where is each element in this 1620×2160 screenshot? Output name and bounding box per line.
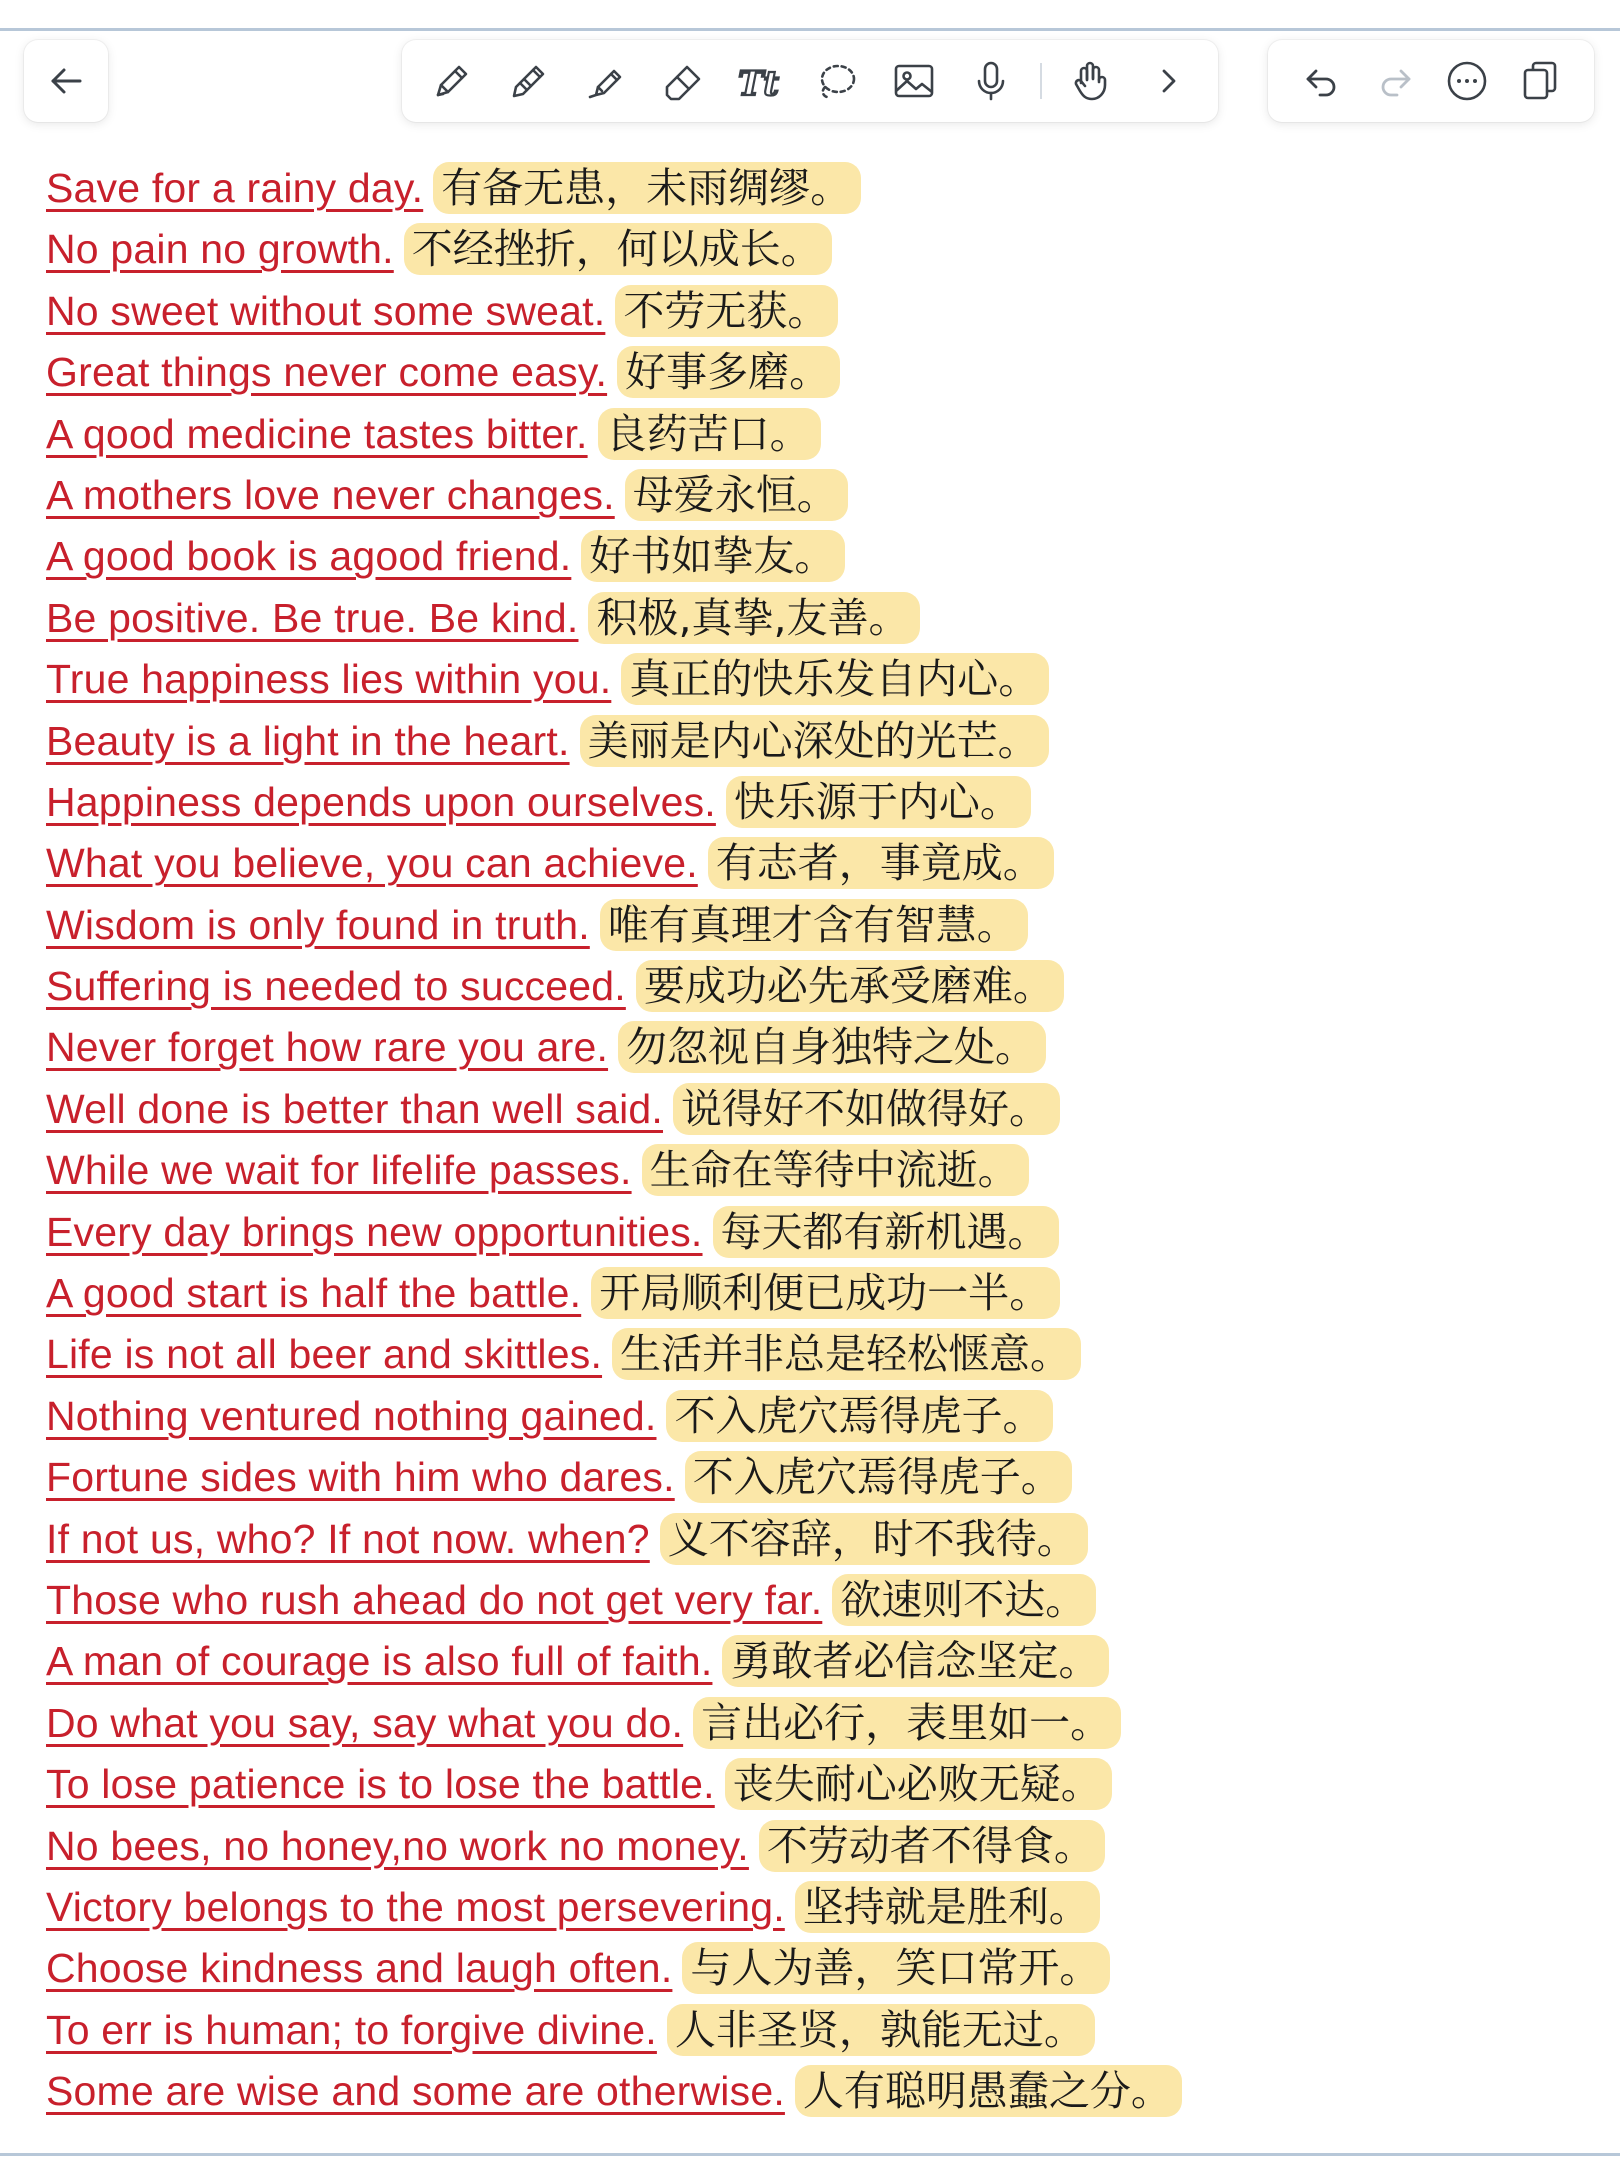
chinese-translation xyxy=(708,837,1054,889)
top-divider xyxy=(0,28,1620,31)
chinese-period: 。 xyxy=(977,1146,1019,1195)
english-phrase: A mothers love never changes. xyxy=(46,471,615,518)
english-phrase: Do what you say, say what you do. xyxy=(46,1699,684,1746)
redo-icon xyxy=(1371,57,1419,105)
note-line xyxy=(46,1877,1586,1938)
chinese-text: 快乐源于内心 xyxy=(733,777,980,826)
document-actions-toolbar xyxy=(1268,40,1594,122)
chinese-period: 。 xyxy=(769,409,811,458)
chinese-text: 有志者，事竟成 xyxy=(715,839,1003,888)
english-phrase: Nothing ventured nothing gained. xyxy=(46,1392,657,1439)
note-content[interactable] xyxy=(46,158,1586,2123)
undo-button[interactable] xyxy=(1294,53,1350,109)
lasso-tool-button[interactable] xyxy=(809,53,865,109)
microphone-icon xyxy=(967,57,1015,105)
image-tool-button[interactable] xyxy=(886,53,942,109)
chinese-period: 。 xyxy=(794,532,836,581)
chinese-translation xyxy=(832,1574,1096,1626)
chinese-text: 积极,真挚,友善 xyxy=(596,593,869,642)
chinese-period: 。 xyxy=(1058,1637,1100,1686)
english-phrase: Great things never come easy. xyxy=(46,349,608,396)
redo-button[interactable] xyxy=(1367,53,1423,109)
chinese-translation xyxy=(660,1513,1088,1565)
chinese-text: 丧失耐心必败无疑 xyxy=(732,1760,1061,1809)
note-line xyxy=(46,219,1586,280)
chinese-period: 。 xyxy=(1048,1882,1090,1931)
eraser-tool-button[interactable] xyxy=(655,53,711,109)
chinese-translation xyxy=(581,530,845,582)
chinese-translation xyxy=(713,1206,1059,1258)
chinese-period: 。 xyxy=(1053,1821,1095,1870)
english-phrase: Victory belongs to the most persevering. xyxy=(46,1883,785,1930)
pen-icon xyxy=(428,57,476,105)
chinese-text: 不劳无获 xyxy=(623,286,788,335)
copy-pages-icon xyxy=(1516,57,1564,105)
chinese-text: 人有聪明愚蠢之分 xyxy=(802,2067,1131,2116)
note-line xyxy=(46,1263,1586,1324)
english-phrase: Never forget how rare you are. xyxy=(46,1024,609,1071)
english-phrase: A qood medicine tastes bitter. xyxy=(46,410,588,457)
pen-tool-button[interactable] xyxy=(424,53,480,109)
english-phrase: Suffering is needed to succeed. xyxy=(46,963,626,1010)
note-line xyxy=(46,956,1586,1017)
english-phrase: Be positive. Be true. Be kind. xyxy=(46,594,579,641)
chinese-period: 。 xyxy=(787,286,829,335)
chinese-text: 不经挫折，何以成长 xyxy=(411,225,781,274)
chinese-translation xyxy=(617,346,840,398)
english-phrase: Happiness depends upon ourselves. xyxy=(46,778,716,825)
text-tool-button[interactable] xyxy=(732,53,788,109)
chinese-text: 好书如挚友 xyxy=(589,532,795,581)
chinese-text: 勇敢者必信念坚定 xyxy=(730,1637,1059,1686)
chinese-translation xyxy=(725,1758,1112,1810)
chinese-text: 不入虎穴焉得虎子 xyxy=(674,1391,1003,1440)
chinese-period: 。 xyxy=(1070,1698,1112,1747)
note-line xyxy=(46,1693,1586,1754)
note-line xyxy=(46,1570,1586,1631)
more-options-button[interactable] xyxy=(1439,53,1495,109)
chinese-text: 不劳动者不得食 xyxy=(766,1821,1054,1870)
chinese-text: 每天都有新机遇 xyxy=(720,1207,1008,1256)
chinese-period: 。 xyxy=(998,655,1040,704)
chinese-translation xyxy=(600,899,1028,951)
chinese-translation xyxy=(722,1635,1109,1687)
chinese-text: 义不容辞，时不我待 xyxy=(667,1514,1037,1563)
chinese-translation xyxy=(615,285,838,337)
chinese-translation xyxy=(621,653,1049,705)
text-icon xyxy=(736,57,784,105)
chinese-text: 坚持就是胜利 xyxy=(802,1882,1049,1931)
note-line xyxy=(46,1816,1586,1877)
chinese-text: 美丽是内心深处的光芒 xyxy=(587,716,998,765)
english-phrase: No bees, no honey,no work no money. xyxy=(46,1822,749,1869)
english-phrase: Choose kindness and laugh often. xyxy=(46,1945,673,1992)
undo-icon xyxy=(1298,57,1346,105)
english-phrase: Wisdom is only found in truth. xyxy=(46,901,590,948)
chinese-text: 生命在等待中流逝 xyxy=(649,1146,978,1195)
chinese-text: 母爱永恒 xyxy=(632,470,797,519)
chinese-translation xyxy=(618,1021,1046,1073)
chinese-text: 勿忽视自身独特之处 xyxy=(626,1023,996,1072)
english-phrase: If not us, who? If not now. when? xyxy=(46,1515,650,1562)
chinese-translation xyxy=(598,408,821,460)
chinese-period: 。 xyxy=(1059,1944,1101,1993)
chinese-period: 。 xyxy=(1036,1514,1078,1563)
note-line xyxy=(46,649,1586,710)
chinese-translation xyxy=(642,1144,1029,1196)
note-line xyxy=(46,1938,1586,1999)
note-line xyxy=(46,895,1586,956)
chinese-period: 。 xyxy=(997,716,1039,765)
chinese-translation xyxy=(667,2004,1095,2056)
image-icon xyxy=(890,57,938,105)
chinese-period: 。 xyxy=(1045,1575,1087,1624)
microphone-tool-button[interactable] xyxy=(963,53,1019,109)
hand-icon xyxy=(1067,57,1115,105)
english-phrase: A good start is half the battle. xyxy=(46,1270,582,1317)
chinese-period: 。 xyxy=(810,164,852,212)
chinese-translation xyxy=(682,1942,1110,1994)
chinese-translation xyxy=(612,1328,1081,1380)
chinese-period: 。 xyxy=(979,777,1021,826)
english-phrase: Fortune sides with him who dares. xyxy=(46,1454,675,1501)
english-phrase: A good book is agood friend. xyxy=(46,533,572,580)
chinese-period: 。 xyxy=(1007,1207,1049,1256)
chinese-period: 。 xyxy=(1043,2005,1085,2054)
chinese-period: 。 xyxy=(868,593,910,642)
chinese-period: 。 xyxy=(995,1023,1037,1072)
drawing-tools-toolbar xyxy=(402,40,1218,122)
note-line xyxy=(46,404,1586,465)
chinese-period: 。 xyxy=(1060,1760,1102,1809)
chinese-text: 开局顺利便已成功一半 xyxy=(599,1269,1010,1318)
pencil-tool-button[interactable] xyxy=(501,53,557,109)
english-phrase: To err is human; to forgive divine. xyxy=(46,2006,657,2053)
english-phrase: Some are wise and some are otherwise. xyxy=(46,2068,785,2115)
note-line xyxy=(46,1079,1586,1140)
chinese-period: 。 xyxy=(1030,1330,1072,1379)
note-line xyxy=(46,1386,1586,1447)
eraser-icon xyxy=(659,57,707,105)
chinese-translation xyxy=(726,776,1031,828)
english-phrase: Those who rush ahead do not get very far. xyxy=(46,1576,823,1623)
chinese-translation xyxy=(433,162,861,214)
chinese-text: 良药苦口 xyxy=(605,409,770,458)
chinese-period: 。 xyxy=(796,470,838,519)
chinese-period: 。 xyxy=(1002,1391,1044,1440)
note-line xyxy=(46,1509,1586,1570)
note-line xyxy=(46,1324,1586,1385)
note-line xyxy=(46,1140,1586,1201)
chinese-period: 。 xyxy=(1002,839,1044,888)
pages-button[interactable] xyxy=(1512,53,1568,109)
chinese-translation xyxy=(591,1267,1060,1319)
note-line xyxy=(46,526,1586,587)
chinese-period: 。 xyxy=(976,900,1018,949)
english-phrase: To lose patience is to lose the battle. xyxy=(46,1761,715,1808)
note-line xyxy=(46,281,1586,342)
chinese-translation xyxy=(685,1451,1072,1503)
chinese-translation xyxy=(636,960,1064,1012)
english-phrase: While we wait for lifelife passes. xyxy=(46,1147,632,1194)
chinese-translation xyxy=(404,223,832,275)
back-button-group xyxy=(24,40,108,122)
note-line xyxy=(46,465,1586,526)
lasso-icon xyxy=(813,57,861,105)
chinese-text: 有备无患，未雨绸缪 xyxy=(441,164,811,212)
chinese-text: 真正的快乐发自内心 xyxy=(629,655,999,704)
note-line xyxy=(46,711,1586,772)
english-phrase: A man of courage is also full of faith. xyxy=(46,1638,713,1685)
note-line xyxy=(46,1631,1586,1692)
chinese-period: 。 xyxy=(1130,2067,1172,2116)
highlighter-icon xyxy=(582,57,630,105)
ellipsis-circle-icon xyxy=(1443,57,1491,105)
chinese-translation xyxy=(795,2065,1182,2117)
chinese-translation xyxy=(693,1697,1121,1749)
chinese-translation xyxy=(759,1820,1105,1872)
english-phrase: Life is not all beer and skittles. xyxy=(46,1331,603,1378)
chinese-text: 欲速则不达 xyxy=(840,1575,1046,1624)
chinese-translation xyxy=(625,469,848,521)
chinese-period: 。 xyxy=(1009,1269,1051,1318)
chinese-text: 要成功必先承受磨难 xyxy=(643,962,1013,1011)
chinese-translation xyxy=(580,715,1049,767)
note-line xyxy=(46,2000,1586,2061)
chinese-translation xyxy=(673,1083,1060,1135)
english-phrase: What you believe, you can achieve. xyxy=(46,840,698,887)
svg-text:Tt: Tt xyxy=(738,64,780,104)
note-line xyxy=(46,1754,1586,1815)
note-line xyxy=(46,342,1586,403)
back-button[interactable] xyxy=(38,53,94,109)
chinese-text: 与人为善，笑口常开 xyxy=(690,1944,1060,1993)
english-phrase: Beauty is a light in the heart. xyxy=(46,717,570,764)
chinese-translation xyxy=(666,1390,1053,1442)
chinese-text: 好事多磨 xyxy=(625,348,790,397)
english-phrase: True happiness lies within you. xyxy=(46,656,612,703)
chinese-translation xyxy=(795,1881,1100,1933)
highlighter-tool-button[interactable] xyxy=(578,53,634,109)
english-phrase: No sweet without some sweat. xyxy=(46,287,606,334)
note-line xyxy=(46,588,1586,649)
chinese-period: 。 xyxy=(780,225,822,274)
chinese-text: 人非圣贤，孰能无过 xyxy=(674,2005,1044,2054)
english-phrase: Well done is better than well said. xyxy=(46,1085,664,1132)
arrow-left-icon xyxy=(42,57,90,105)
note-line xyxy=(46,158,1586,219)
english-phrase: Save for a rainy day. xyxy=(46,165,424,211)
english-phrase: Every day brings new opportunities. xyxy=(46,1208,703,1255)
note-line xyxy=(46,772,1586,833)
chinese-text: 言出必行，表里如一 xyxy=(701,1698,1071,1747)
chinese-period: 。 xyxy=(789,348,831,397)
chinese-text: 生活并非总是轻松惬意 xyxy=(620,1330,1031,1379)
pencil-icon xyxy=(505,57,553,105)
chinese-translation xyxy=(588,592,919,644)
note-line xyxy=(46,833,1586,894)
chinese-text: 不入虎穴焉得虎子 xyxy=(692,1453,1021,1502)
english-phrase: No pain no growth. xyxy=(46,226,394,273)
chinese-period: 。 xyxy=(1012,962,1054,1011)
note-line xyxy=(46,1017,1586,1078)
chinese-period: 。 xyxy=(1009,1084,1051,1133)
note-line xyxy=(46,1447,1586,1508)
chinese-text: 说得好不如做得好 xyxy=(681,1084,1010,1133)
bottom-divider xyxy=(0,2153,1620,2156)
chevron-right-icon xyxy=(1144,57,1192,105)
note-line xyxy=(46,2061,1586,2122)
toolbar-separator xyxy=(1040,63,1042,99)
chinese-period: 。 xyxy=(1020,1453,1062,1502)
note-line xyxy=(46,1202,1586,1263)
more-tools-button[interactable] xyxy=(1140,53,1196,109)
hand-tool-button[interactable] xyxy=(1063,53,1119,109)
chinese-text: 唯有真理才含有智慧 xyxy=(607,900,977,949)
